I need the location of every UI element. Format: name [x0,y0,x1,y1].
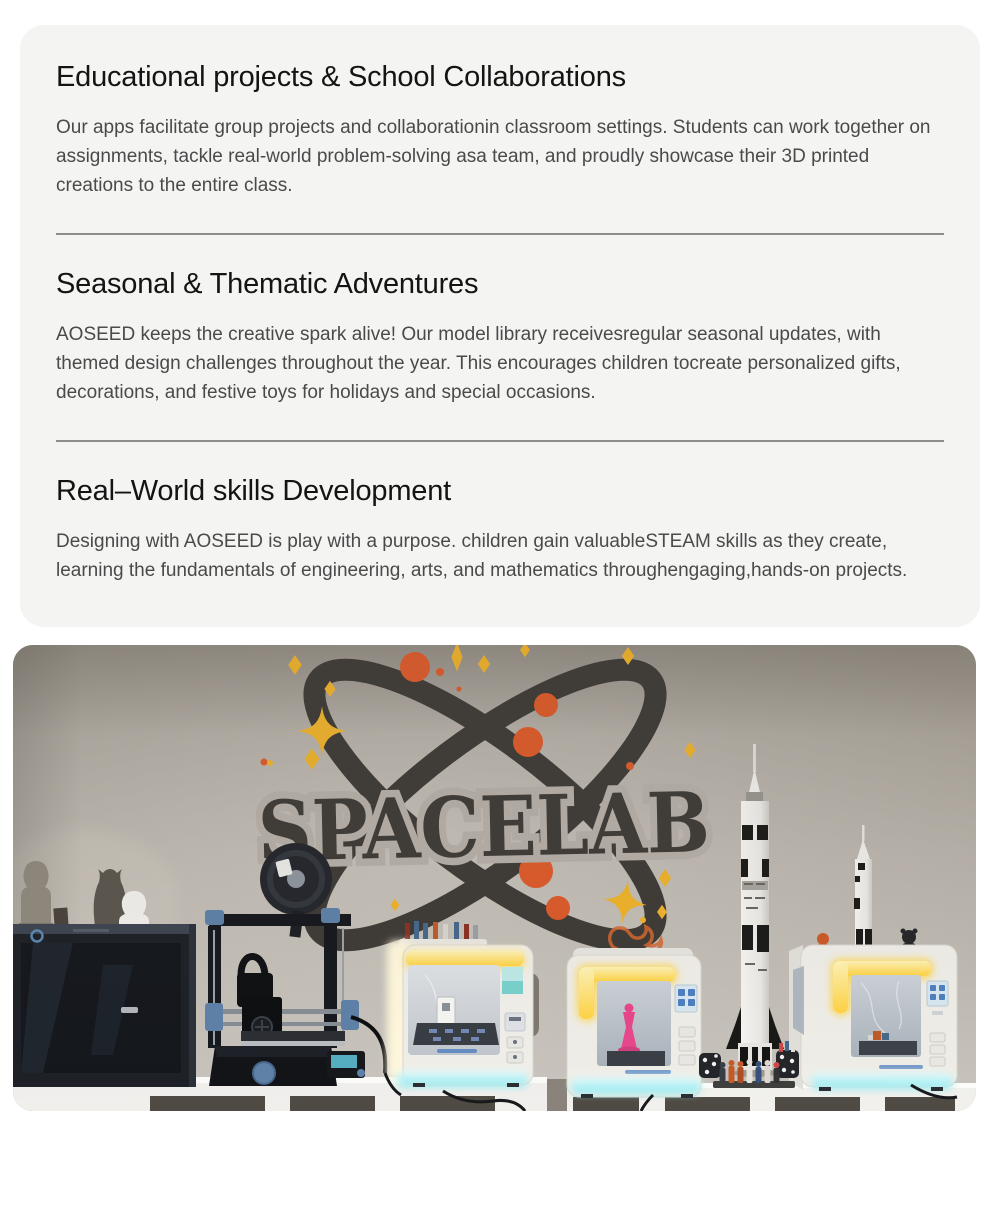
section-body-educational: Our apps facilitate group projects and collaborationin classroom settings. Students can work together on assignments, tackle real-world problem-solving asa team, and proudly showcase their 3D printed creations to the entire class. [56,117,931,196]
mural-text: SPACELAB [256,772,762,881]
info-card [20,25,980,627]
section-skills [56,473,944,585]
bottom-spacer [0,1111,1000,1147]
spacelab-photo-svg [13,645,976,1111]
section-educational [56,59,944,200]
section-body-seasonal: AOSEED keeps the creative spark alive! Our model library receivesregular seasonal updates, with themed design challenges throughout the year. This encourages children tocreate personalized gifts, decorations, and festive toys for holidays and special occasions. [56,324,901,403]
section-divider-2 [56,440,944,442]
section-heading-educational: Educational projects & School Collaborations [56,61,626,93]
section-heading-seasonal: Seasonal & Thematic Adventures [56,268,479,300]
section-body-skills: Designing with AOSEED is play with a purpose. children gain valuableSTEAM skills as they create, learning the fundamentals of engineering, arts, and mathematics throughengaging,hands-on projects. [56,531,908,581]
spacelab-photo [13,645,976,1111]
section-divider-1 [56,233,944,235]
section-heading-skills: Real–World skills Development [56,475,451,507]
section-seasonal [56,266,944,407]
vignette-overlay [13,645,976,1111]
